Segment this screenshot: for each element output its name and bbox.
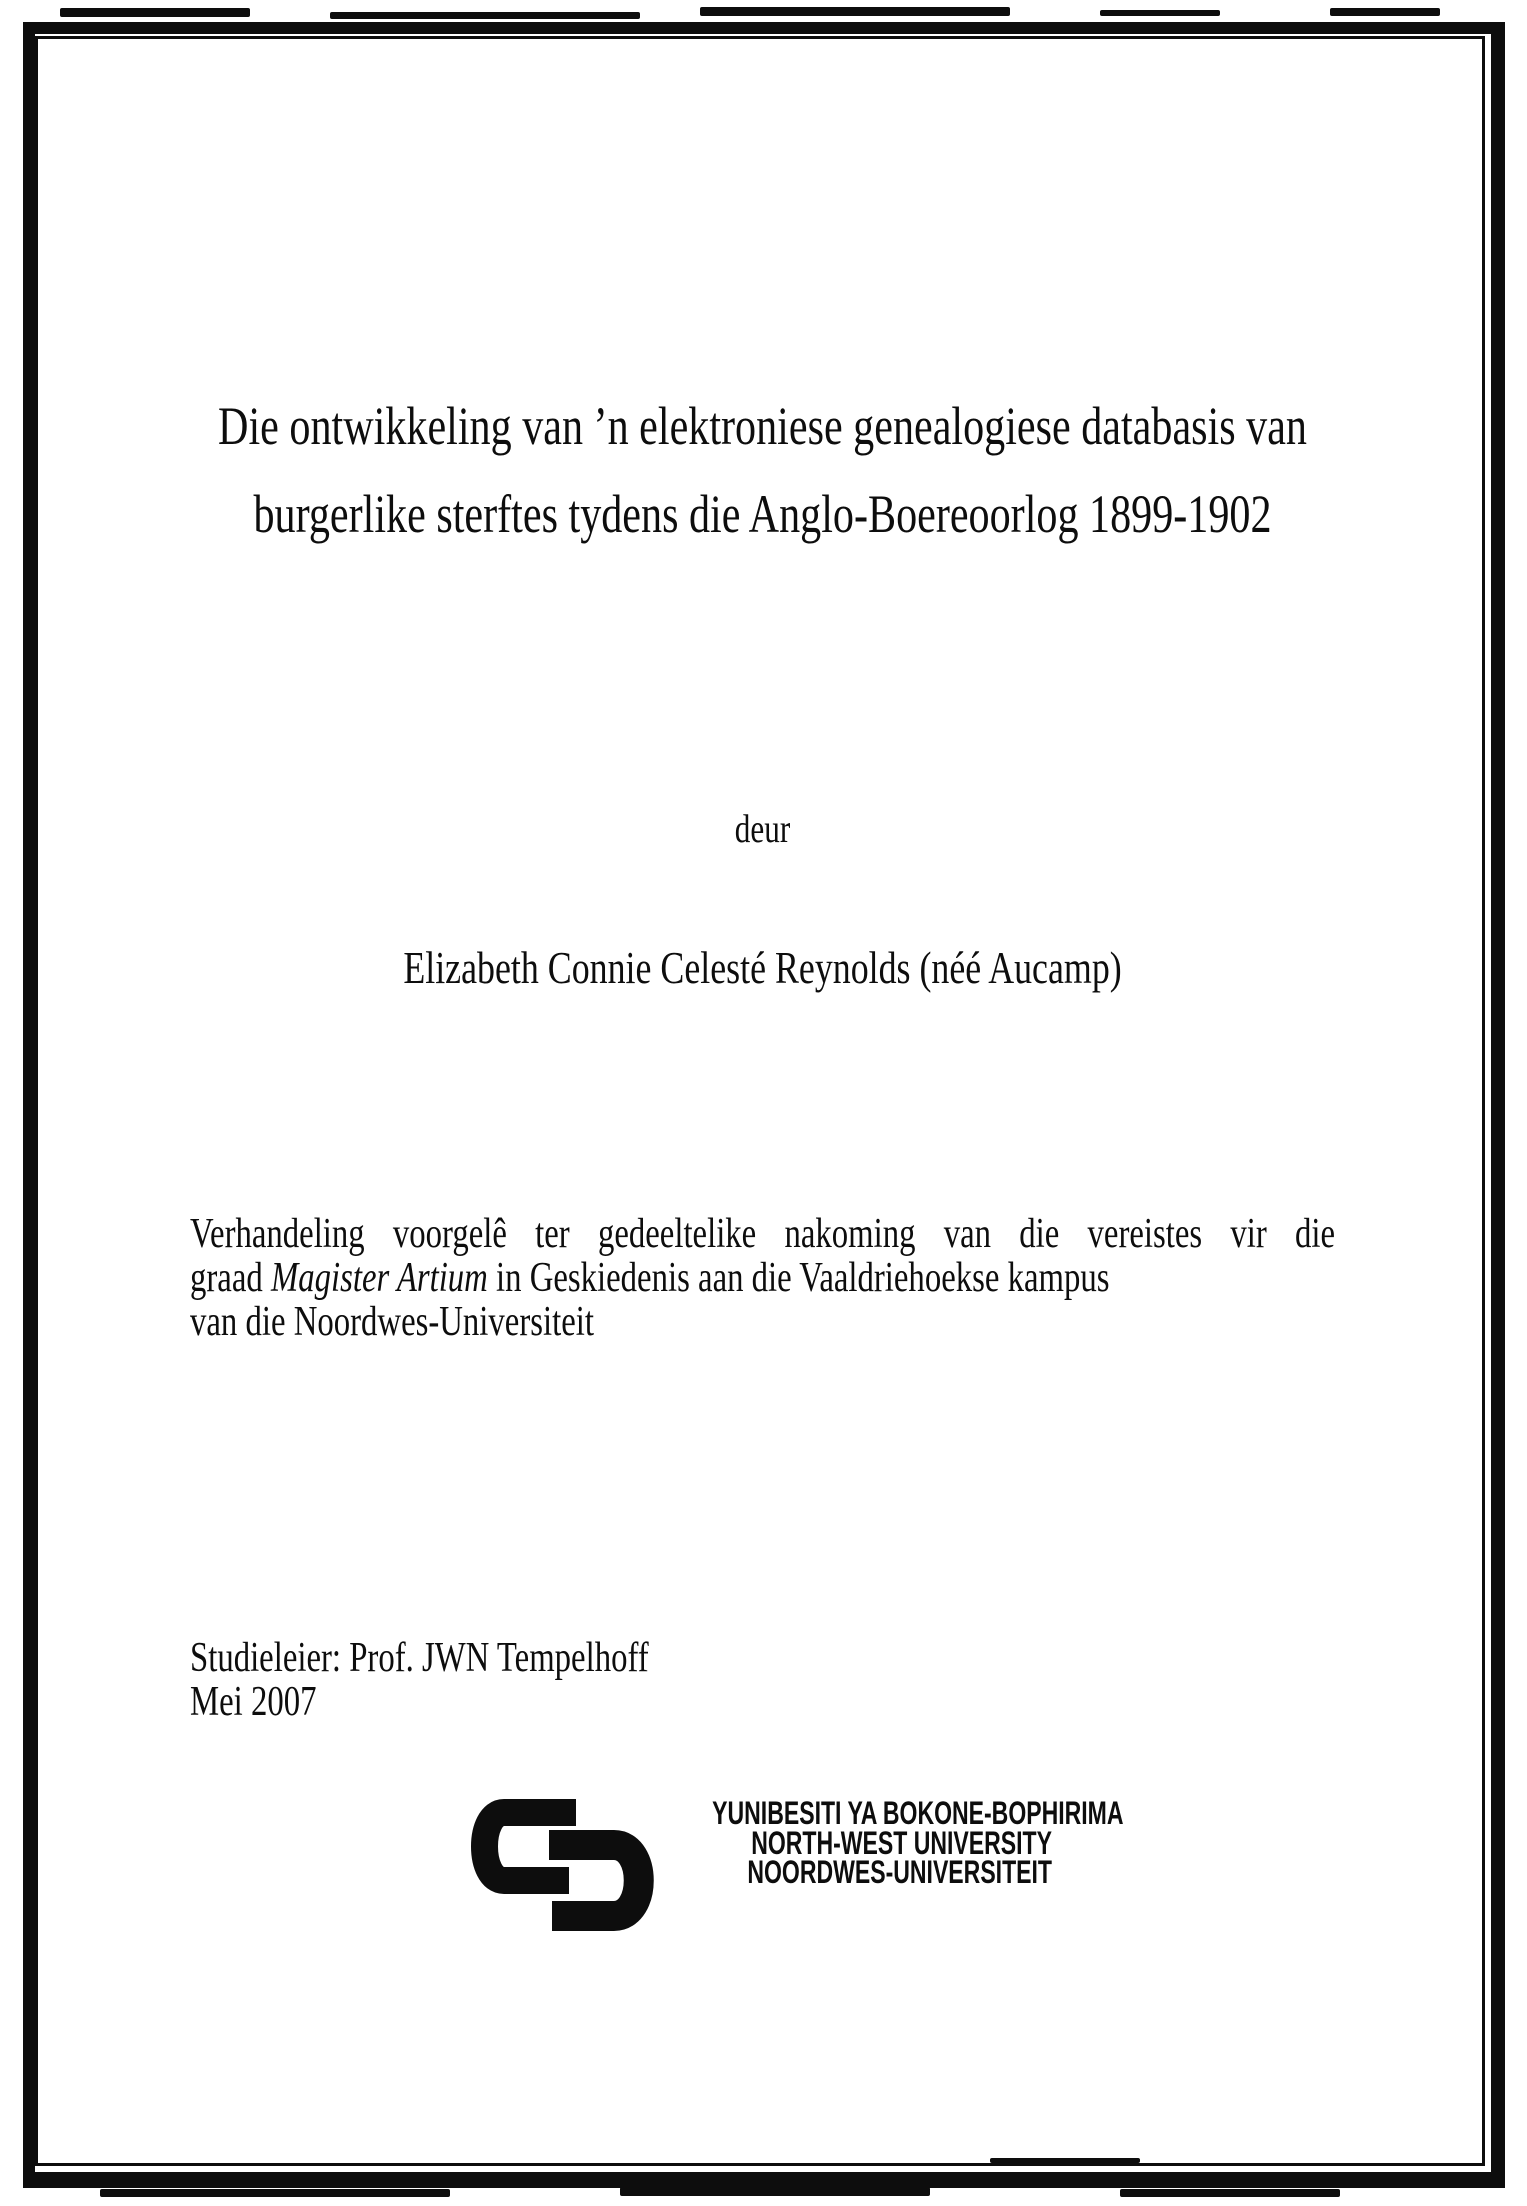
scan-artifact bbox=[100, 2189, 450, 2197]
byline bbox=[190, 806, 1335, 852]
logo-text-afrikaans: NOORDWES-UNIVERSITEIT bbox=[747, 1854, 1052, 1890]
logo-text-english: NORTH-WEST UNIVERSITY bbox=[751, 1824, 1052, 1861]
supervisor-line: Studieleier: Prof. JWN Tempelhoff bbox=[190, 1635, 649, 1681]
thesis-title-line1: Die ontwikkeling van ’n elektroniese genealogiese databasis van bbox=[218, 396, 1307, 456]
degree-statement-line3: van die Noordwes-Universiteit bbox=[190, 1299, 594, 1345]
scan-artifact bbox=[620, 2187, 930, 2196]
degree-statement-line1: Verhandeling voorgelê ter gedeeltelike nakoming van die vereistes vir die bbox=[190, 1211, 1336, 1257]
degree-statement-line2-pre: graad bbox=[190, 1255, 271, 1301]
author-name-text: Elizabeth Connie Celesté Reynolds (néé Aucamp) bbox=[403, 942, 1122, 993]
scan-artifact bbox=[60, 8, 250, 17]
scan-artifact bbox=[990, 2158, 1140, 2163]
degree-name-italic: Magister Artium bbox=[270, 1255, 488, 1301]
scan-artifact bbox=[330, 12, 640, 19]
degree-statement-line2-post: in Geskiedenis aan die Vaaldriehoekse kampus bbox=[487, 1255, 1110, 1301]
thesis-title-line2: burgerlike sterftes tydens die Anglo-Boereoorlog 1899-1902 bbox=[253, 484, 1272, 544]
date-line: Mei 2007 bbox=[190, 1679, 317, 1725]
scan-artifact bbox=[1330, 8, 1440, 16]
scan-artifact bbox=[1100, 10, 1220, 16]
degree-statement-line2 bbox=[190, 1256, 1335, 1300]
author-name bbox=[190, 942, 1335, 994]
supervisor-block bbox=[190, 1636, 1335, 1724]
degree-statement bbox=[190, 1212, 1335, 1344]
thesis-title bbox=[190, 382, 1335, 558]
byline-text: deur bbox=[734, 806, 791, 851]
logo-text-setswana: YUNIBESITI YA BOKONE-BOPHIRIMA bbox=[712, 1795, 1124, 1831]
scan-artifact bbox=[1120, 2189, 1340, 2197]
scan-artifact bbox=[700, 7, 1010, 16]
university-logo-text bbox=[580, 1795, 1124, 1890]
